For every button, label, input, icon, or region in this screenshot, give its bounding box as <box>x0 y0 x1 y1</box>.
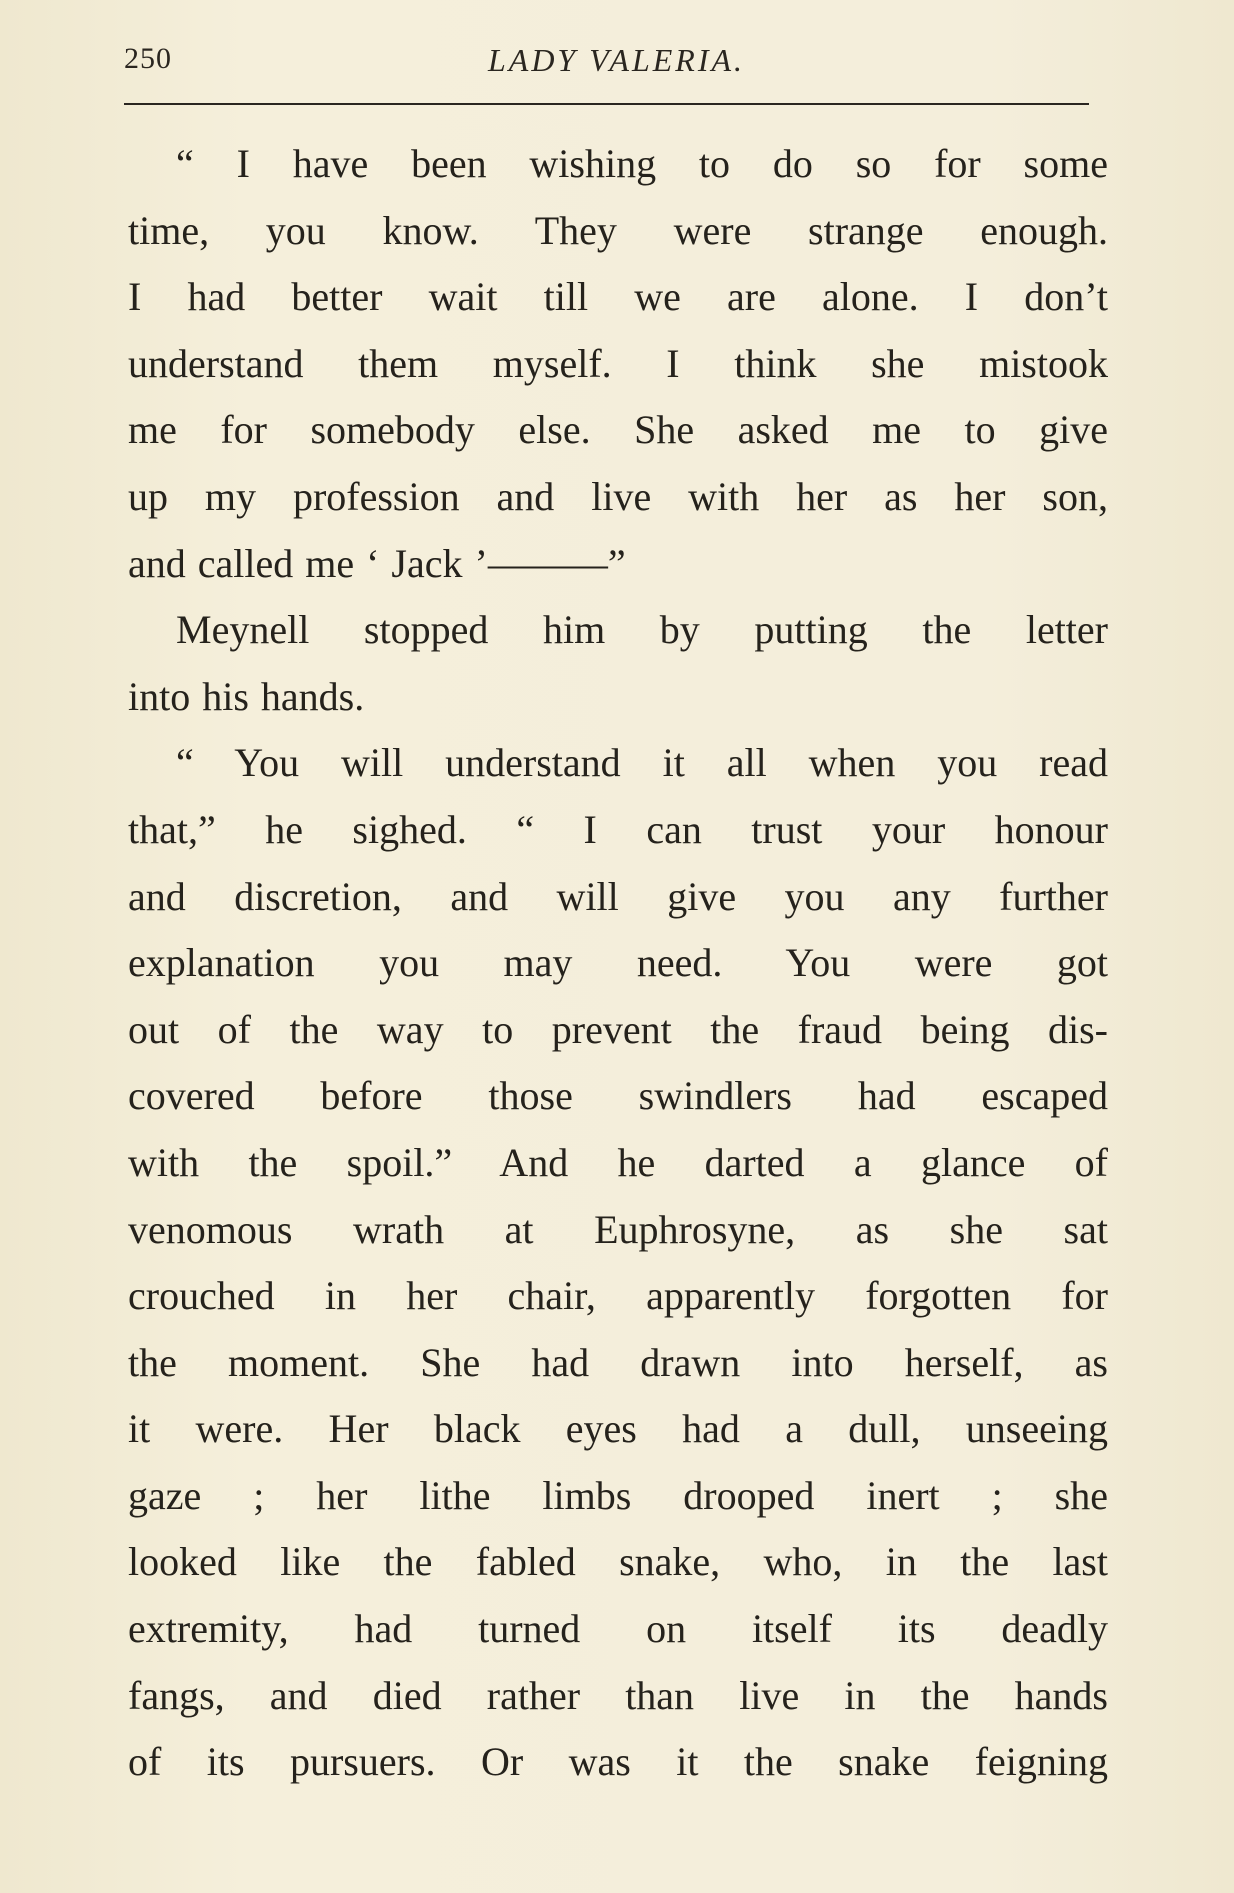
text-line: “ You will understand it all when you read <box>176 740 1108 786</box>
text-line: fangs, and died rather than live in the hands <box>128 1672 1108 1718</box>
text-line: looked like the fabled snake, who, in the last <box>128 1539 1108 1585</box>
text-line: covered before those swindlers had escaped <box>128 1073 1108 1119</box>
text-line: up my profession and live with her as her son, <box>128 473 1108 519</box>
text-line: gaze ; her lithe limbs drooped inert ; she <box>128 1472 1108 1518</box>
text-line: of its pursuers. Or was it the snake feigning <box>128 1739 1108 1785</box>
page-number: 250 <box>124 42 172 75</box>
text-line: explanation you may need. You were got <box>128 940 1108 986</box>
text-line: into his hands. <box>128 673 365 719</box>
running-head <box>124 38 1109 88</box>
text-line: and called me ‘ Jack ’———” <box>128 540 626 586</box>
text-line: me for somebody else. She asked me to give <box>128 407 1108 453</box>
text-line: crouched in her chair, apparently forgotten for <box>128 1273 1108 1319</box>
text-line: venomous wrath at Euphrosyne, as she sat <box>128 1206 1108 1252</box>
book-title: LADY VALERIA. <box>487 42 746 78</box>
text-line: “ I have been wishing to do so for some <box>176 141 1108 186</box>
text-line: I had better wait till we are alone. I don’t <box>128 274 1108 320</box>
text-line: and discretion, and will give you any further <box>128 873 1108 919</box>
text-line: Meynell stopped him by putting the letter <box>176 607 1108 653</box>
text-line: extremity, had turned on itself its deadly <box>128 1606 1108 1652</box>
text-line: out of the way to prevent the fraud being dis- <box>128 1006 1108 1052</box>
text-line: it were. Her black eyes had a dull, unseeing <box>128 1406 1108 1452</box>
text-line: time, you know. They were strange enough. <box>128 207 1108 253</box>
body-text <box>128 131 1108 1796</box>
text-line: that,” he sighed. “ I can trust your honour <box>128 806 1108 852</box>
text-line: with the spoil.” And he darted a glance of <box>128 1139 1108 1185</box>
header-rule <box>124 103 1089 105</box>
text-line: understand them myself. I think she mistook <box>128 340 1108 386</box>
text-line: the moment. She had drawn into herself, as <box>128 1339 1108 1385</box>
